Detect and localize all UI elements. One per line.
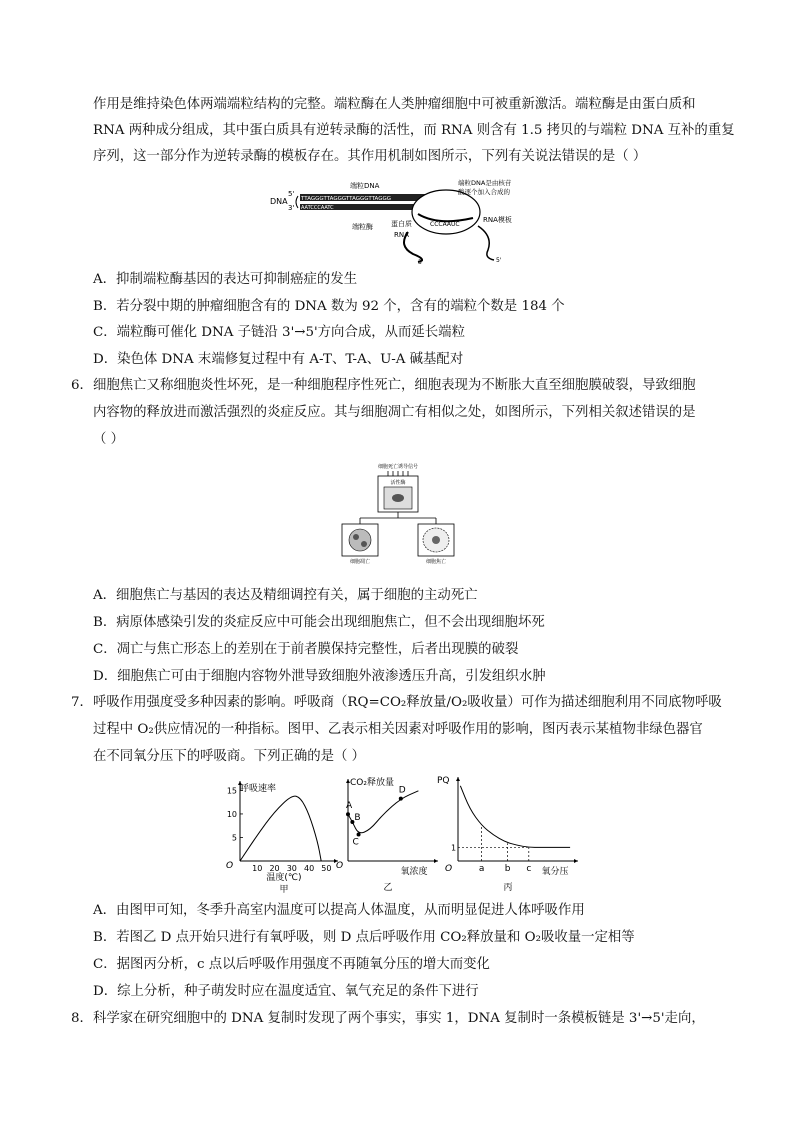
rna-label: RNA bbox=[394, 231, 409, 239]
q7-option-b: B．若图乙 D 点开始只进行有氧呼吸，则 D 点后呼吸作用 CO₂释放量和 O₂吸收量一定相等 bbox=[93, 930, 635, 945]
yi-point-label: C bbox=[352, 837, 359, 848]
yi-point-A bbox=[346, 812, 350, 816]
pyroptosis-figure bbox=[338, 462, 458, 566]
note-line2: 酸逐个加入合成的 bbox=[458, 188, 510, 196]
bing-ytick: 1 bbox=[451, 843, 457, 853]
pyroptosis-label: 细胞焦亡 bbox=[425, 559, 447, 565]
jia-ytick: 15 bbox=[226, 786, 237, 796]
yi-point-label: B bbox=[354, 813, 361, 823]
protein-label: 蛋白质 bbox=[391, 220, 412, 228]
jia-ytick: 5 bbox=[231, 833, 237, 843]
jia-ylabel: 呼吸速率 bbox=[240, 784, 277, 794]
chart-jia bbox=[222, 773, 340, 893]
q7-stem: 在不同氧分压下的呼吸商。下列正确的是（ ） bbox=[93, 749, 366, 764]
intro-line: RNA 两种成分组成，其中蛋白质具有逆转录酶的活性，而 RNA 则含有 1.5 拷贝的与端粒 DNA 互补的重复 bbox=[93, 123, 735, 138]
yi-ylabel: CO₂释放量 bbox=[350, 778, 394, 788]
bing-caption: 丙 bbox=[503, 883, 513, 893]
apoptosis-label: 细胞凋亡 bbox=[349, 559, 371, 565]
bing-xtick: c bbox=[526, 864, 532, 874]
q6-option-c: C．凋亡与焦亡形态上的差别在于前者膜保持完整性，后者出现膜的破裂 bbox=[93, 642, 519, 657]
jia-series-line bbox=[240, 796, 321, 861]
bing-ylabel: PQ bbox=[437, 776, 450, 786]
q6-stem: （ ） bbox=[93, 432, 125, 447]
three-prime-label: 3' bbox=[288, 204, 295, 212]
jia-ytick: 10 bbox=[226, 809, 237, 819]
bing-series-line bbox=[460, 786, 570, 848]
q6-option-d: D．细胞焦亡可由于细胞内容物外泄导致细胞外液渗透压升高，引发组织水肿 bbox=[93, 669, 546, 684]
seq-template: CCCAAUC bbox=[430, 221, 460, 228]
note-line1: 端粒DNA是由核苷 bbox=[458, 179, 512, 187]
q7-option-c: C．据图丙分析，c 点以后呼吸作用强度不再随氧分压的增大而变化 bbox=[93, 957, 490, 972]
q5-option-a: A．抑制端粒酶基因的表达可抑制癌症的发生 bbox=[93, 272, 358, 287]
q8-number: 8． bbox=[71, 1011, 93, 1026]
bing-xtick: a bbox=[478, 864, 485, 874]
seq-bottom: AATCCCAATC bbox=[301, 205, 334, 211]
yi-xlabel: 氧浓度 bbox=[400, 867, 428, 877]
jia-xtick: 20 bbox=[269, 864, 280, 873]
q7-stem: 过程中 O₂供应情况的一种指标。图甲、乙表示相关因素对呼吸作用的影响，图丙表示某植物非绿色器官 bbox=[93, 722, 703, 737]
yi-caption: 乙 bbox=[383, 883, 393, 893]
telomere-dna-label: 端粒DNA bbox=[350, 182, 380, 190]
yi-point-label: A bbox=[346, 801, 353, 812]
q5-option-c: C．端粒酶可催化 DNA 子链沿 3'→5'方向合成，从而延长端粒 bbox=[93, 325, 465, 340]
chart-yi bbox=[336, 773, 440, 893]
jia-xtick: 50 bbox=[321, 864, 332, 873]
five-prime-label: 5' bbox=[288, 190, 295, 198]
q5-option-d: D．染色体 DNA 末端修复过程中有 A-T、T-A、U-A 碱基配对 bbox=[93, 352, 464, 367]
bing-origin: O bbox=[445, 864, 453, 874]
q8-stem: 科学家在研究细胞中的 DNA 复制时发现了两个事实，事实 1，DNA 复制时一条模板链是 3'→5'走向， bbox=[93, 1011, 705, 1026]
q6-stem: 内容物的释放进而激活强烈的炎症反应。其与细胞凋亡有相似之处，如图所示，下列相关叙述错误的是 bbox=[93, 405, 696, 420]
intro-line: 序列，这一部分作为逆转录酶的模板存在。其作用机制如图所示，下列有关说法错误的是（ ） bbox=[93, 149, 647, 164]
q6-option-a: A．细胞焦亡与基因的表达及精细调控有关，属于细胞的主动死亡 bbox=[93, 588, 478, 603]
q7-option-d: D．综上分析，种子萌发时应在温度适宜、氧气充足的条件下进行 bbox=[93, 984, 479, 999]
yi-point-C bbox=[357, 832, 361, 836]
signal-label: 细胞死亡诱导信号 bbox=[377, 464, 419, 470]
chart-bing bbox=[437, 773, 580, 893]
q7-stem: 呼吸作用强度受多种因素的影响。呼吸商（RQ=CO₂释放量/O₂吸收量）可作为描述细胞利用不同底物呼吸 bbox=[93, 695, 722, 710]
five-prime-label-2: 5' bbox=[496, 257, 502, 264]
q7-number: 7． bbox=[71, 695, 93, 710]
yi-series-line bbox=[348, 791, 418, 833]
bing-xtick: b bbox=[504, 864, 511, 874]
q5-option-b: B．若分裂中期的肿瘤细胞含有的 DNA 数为 92 个，含有的端粒个数是 184 个 bbox=[93, 299, 565, 314]
yi-origin: O bbox=[336, 861, 344, 871]
yi-point-label: D bbox=[398, 785, 406, 796]
jia-origin: O bbox=[226, 861, 234, 871]
rna-template-label: RNA模板 bbox=[483, 216, 512, 224]
three-prime-label-2: 3' bbox=[418, 259, 424, 266]
q6-number: 6． bbox=[71, 378, 93, 393]
enzyme-label: 活性酶 bbox=[390, 480, 406, 486]
jia-caption: 甲 bbox=[279, 885, 289, 895]
q6-option-b: B．病原体感染引发的炎症反应中可能会出现细胞焦亡，但不会出现细胞坏死 bbox=[93, 615, 545, 630]
intro-line: 作用是维持染色体两端端粒结构的完整。端粒酶在人类肿瘤细胞中可被重新激活。端粒酶是由蛋白质和 bbox=[93, 97, 696, 112]
telomerase-label: 端粒酶 bbox=[352, 223, 373, 231]
jia-xtick: 40 bbox=[303, 864, 315, 873]
jia-xlabel: 温度(℃) bbox=[266, 873, 302, 883]
bing-xlabel: 氧分压 bbox=[541, 867, 569, 877]
telomerase-figure bbox=[268, 174, 538, 264]
q6-stem: 细胞焦亡又称细胞炎性坏死，是一种细胞程序性死亡，细胞表现为不断胀大直至细胞膜破裂，导致细胞 bbox=[93, 378, 696, 393]
jia-xtick: 30 bbox=[286, 864, 297, 873]
seq-top: TTAGGGTTAGGGTTAGGGTTAGGG bbox=[301, 196, 392, 202]
dna-label: DNA bbox=[270, 197, 288, 206]
q7-option-a: A．由图甲可知，冬季升高室内温度可以提高人体温度，从而明显促进人体呼吸作用 bbox=[93, 903, 585, 918]
jia-xtick: 10 bbox=[252, 864, 263, 873]
yi-point-D bbox=[399, 797, 403, 801]
